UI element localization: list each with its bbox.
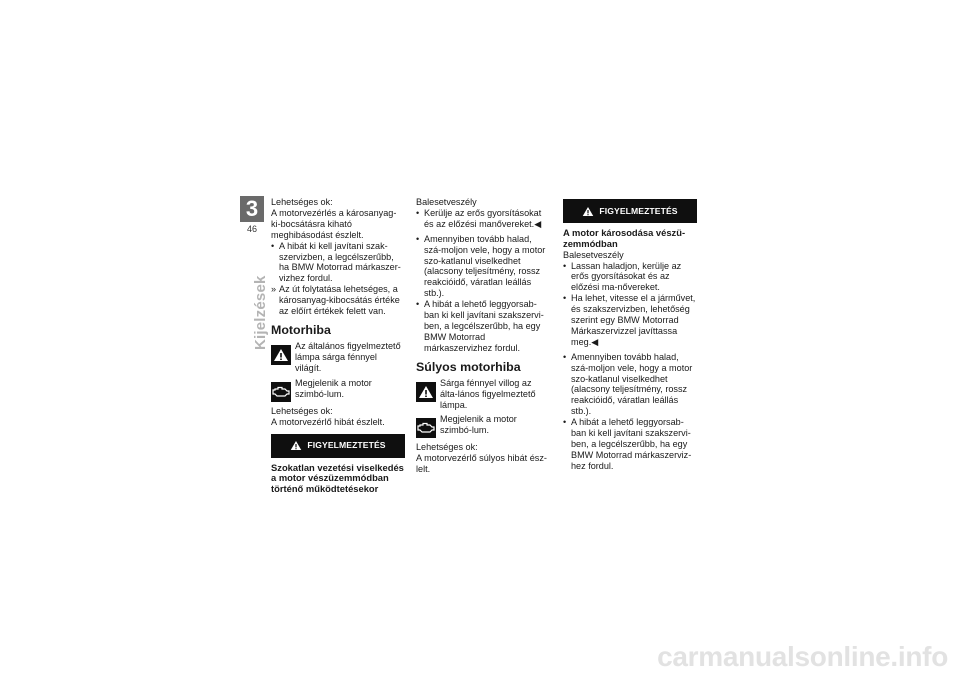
engine-icon: [271, 382, 291, 402]
warning-banner: [271, 434, 405, 458]
warning-banner: [563, 199, 697, 223]
list-item: • Lassan haladjon, kerülje az erős gyorsításokat és az előzési ma-nővereket.: [563, 261, 697, 294]
indicator-row: [416, 414, 550, 438]
page-number: 46: [246, 224, 257, 234]
column-3: [563, 197, 697, 472]
bullet-list: [563, 261, 697, 472]
list-item: » Az út folytatása lehetséges, a károsanyag-kibocsátás értéke az előírt értékek felett van.: [271, 284, 405, 317]
watermark: carmanualsonline.info: [657, 641, 948, 672]
list-item: • A hibát a lehető leggyorsab-ban ki kell javítani szakszervi-ben, a legcélszerűbb, ha egy BMW Motorrad márkaszerviz-hez fordul.: [563, 417, 697, 472]
section-heading: Motorhiba: [271, 322, 331, 337]
indicator-row: [271, 341, 405, 374]
list-item: • Kerülje az erős gyorsításokat és az előzési manővereket.◀: [416, 208, 550, 230]
section-heading: Súlyos motorhiba: [416, 359, 521, 374]
warning-label: FIGYELMEZTETÉS: [599, 205, 678, 216]
bullet-list: [416, 208, 550, 354]
possible-cause-label: Lehetséges ok:: [271, 197, 333, 207]
possible-cause-label: Lehetséges ok:: [416, 442, 478, 453]
indicator-row: [416, 378, 550, 411]
danger-label: Balesetveszély: [563, 249, 624, 260]
possible-cause-text: A motorvezérlő hibát észlelt.: [271, 416, 385, 427]
indicator-text: Az általános figyelmeztető lámpa sárga fénnyel világít.: [295, 340, 401, 373]
list-item: • Amennyiben tovább halad, szá-moljon vele, hogy a motor szo-katlanul viselkedhet (alacsony teljesítmény, rossz reakcióidő, váratlan leállás stb.).: [563, 352, 697, 417]
danger-label: Balesetveszély: [416, 197, 477, 207]
possible-cause-text: A motorvezérlés a károsanyag-ki-bocsátásra kiható meghibásodást észlelt.: [271, 207, 397, 240]
indicator-row: [271, 378, 405, 402]
chapter-title: Kijelzések: [252, 275, 269, 350]
warning-label: FIGYELMEZTETÉS: [307, 440, 386, 451]
column-2: [416, 197, 550, 475]
bullet-list: [271, 241, 405, 317]
chapter-number: 3: [240, 196, 264, 222]
warning-title: A motor károsodása vészü-zemmódban: [563, 227, 686, 249]
list-item: • Amennyiben tovább halad, szá-moljon vele, hogy a motor szo-katlanul viselkedhet (alacsony teljesítmény, rossz reakcióidő, váratlan leállás stb.).: [416, 234, 550, 299]
warning-triangle-icon: [582, 206, 594, 217]
engine-icon: [416, 418, 436, 438]
list-item: • Ha lehet, vitesse el a járművet, és szakszervizben, lehetőség szerint egy BMW Motorrad Márkaszervizzel javíttassa meg.◀: [563, 293, 697, 348]
indicator-text: Megjelenik a motor szimbó-lum.: [295, 377, 372, 399]
indicator-text: Sárga fénnyel villog az álta-lános figyelmeztető lámpa.: [440, 377, 536, 410]
possible-cause-text: A motorvezérlő súlyos hibát ész-lelt.: [416, 453, 547, 475]
warning-triangle-icon: [271, 345, 291, 365]
possible-cause-label: Lehetséges ok:: [271, 405, 333, 416]
warning-triangle-icon: [290, 440, 302, 451]
indicator-text: Megjelenik a motor szimbó-lum.: [440, 414, 517, 436]
warning-title: Szokatlan vezetési viselkedés a motor vészüzemmódban történő működtetésekor: [271, 461, 404, 495]
column-1: [271, 197, 405, 495]
list-item: • A hibát a lehető leggyorsab-ban ki kell javítani szakszervi-ben, a legcélszerűbb, ha egy BMW Motorrad márkaszervizhez fordul.: [416, 299, 550, 354]
list-item: • A hibát ki kell javítani szak-szervizben, a legcélszerűbb, ha BMW Motorrad márkaszer-vizhez fordul.: [271, 241, 405, 285]
warning-triangle-icon: [416, 382, 436, 402]
